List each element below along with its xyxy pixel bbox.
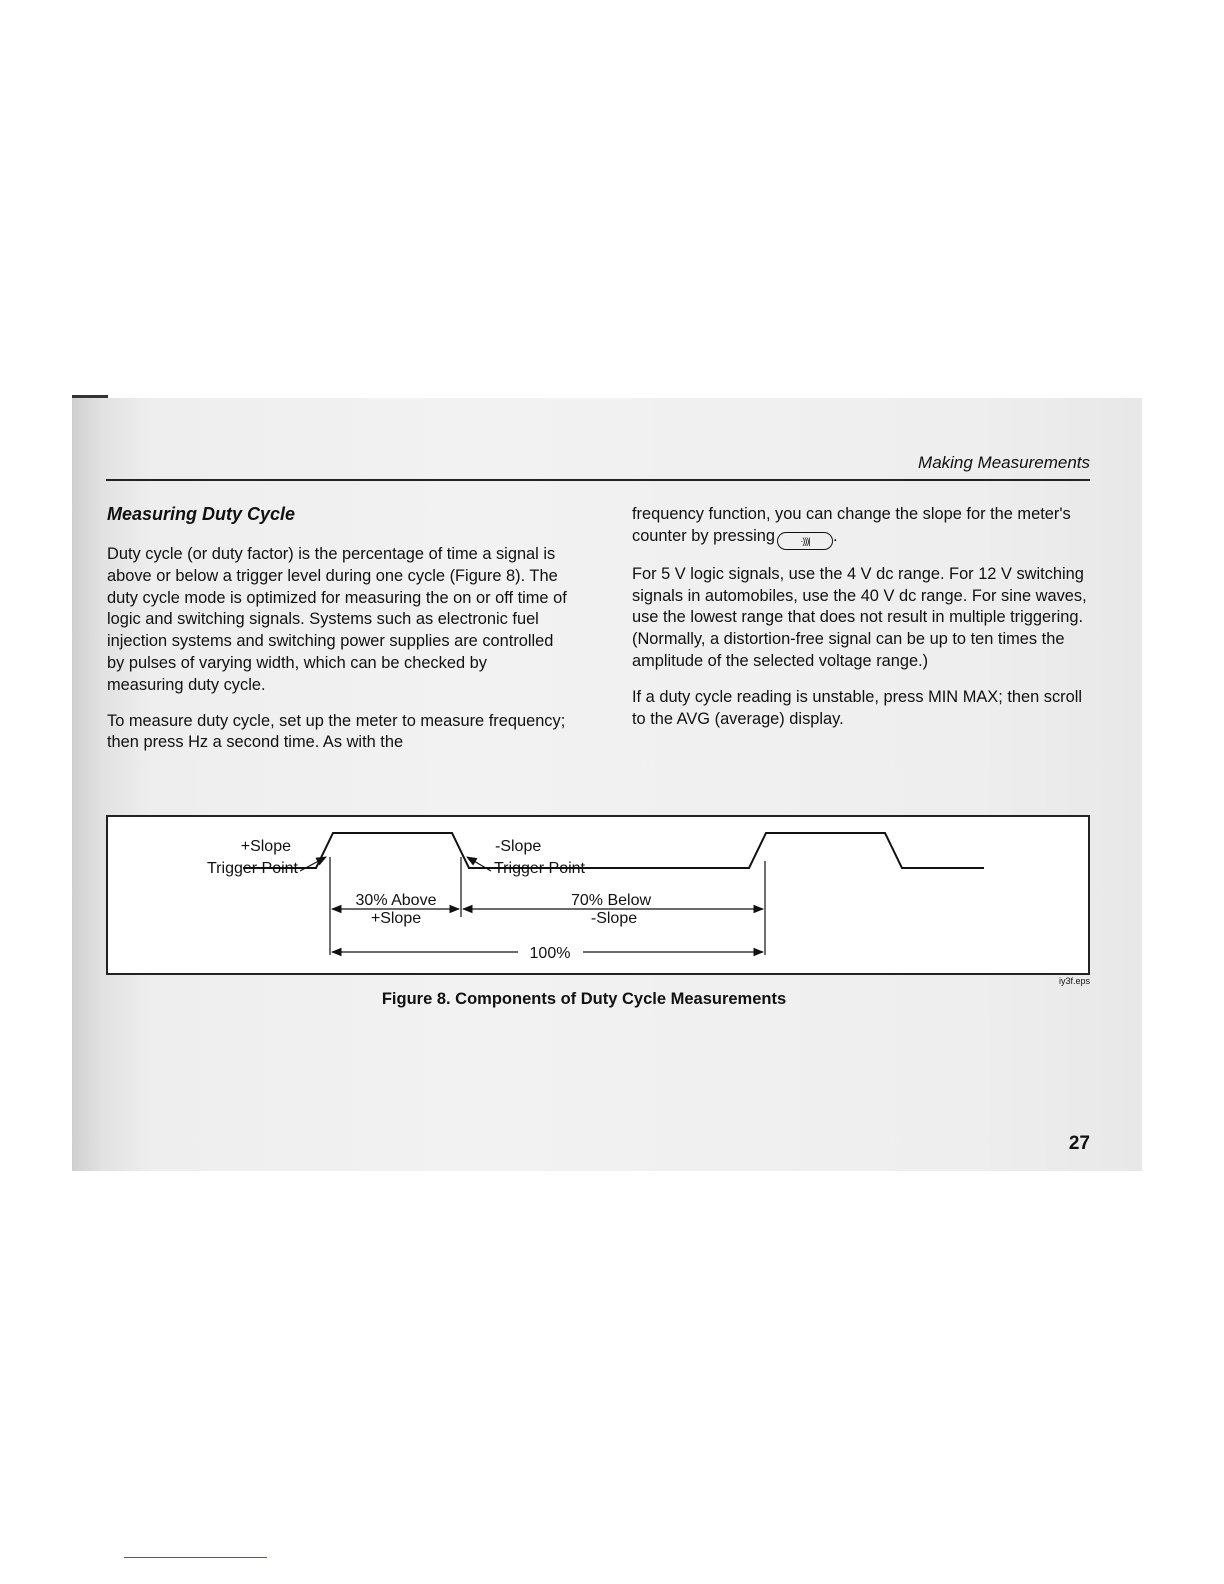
neg-trigger-label: Trigger Point bbox=[494, 860, 585, 877]
figure-file-name: iy3f.eps bbox=[1058, 976, 1090, 986]
figure-box bbox=[106, 815, 1090, 975]
section-title: Measuring Duty Cycle bbox=[107, 504, 296, 524]
above-label-1: 30% Above bbox=[355, 892, 437, 909]
footer-link-line bbox=[124, 1557, 267, 1558]
full-period-label: 100% bbox=[529, 945, 571, 962]
paragraph: If a duty cycle reading is unstable, press MIN MAX; then scroll to the AVG (average) display. bbox=[632, 687, 1083, 728]
pulse-waveform bbox=[240, 833, 984, 868]
neg-slope-label: -Slope bbox=[495, 838, 542, 855]
page-number: 27 bbox=[1068, 1133, 1090, 1154]
beeper-key-icon: ·)))| bbox=[777, 532, 833, 550]
header-rule bbox=[106, 479, 1090, 481]
below-label-2: -Slope bbox=[590, 910, 638, 927]
running-head: Making Measurements bbox=[918, 453, 1090, 472]
manual-page bbox=[72, 398, 1142, 1171]
paragraph-text: frequency function, you can change the slope for the meter's counter by pressing bbox=[632, 505, 1071, 545]
paragraph: For 5 V logic signals, use the 4 V dc range. For 12 V switching signals in automobiles, use the 40 V dc range. For sine waves, use the lowest range that does not result in multiple triggering. (Normally, a distortion-free signal can be up to ten times the amplitude of the selected voltage range.) bbox=[632, 564, 1087, 670]
paragraph: Duty cycle (or duty factor) is the percentage of time a signal is above or below a trigger level during one cycle (Figure 8). The duty cycle mode is optimized for measuring the on or off time of logic and switching signals. Systems such as electronic fuel injection systems and switching power supplies are controlled by pulses of varying width, which can be checked by measuring duty cycle. bbox=[107, 545, 567, 694]
paragraph bbox=[632, 504, 1092, 550]
paragraph: To measure duty cycle, set up the meter to measure frequency; then press Hz a second time. As with the bbox=[107, 711, 566, 752]
pos-slope-label: +Slope bbox=[240, 838, 291, 855]
pos-trigger-label: Trigger Point bbox=[207, 860, 298, 877]
left-column bbox=[107, 502, 567, 768]
duty-cycle-diagram bbox=[108, 817, 1088, 973]
below-label-1: 70% Below bbox=[570, 892, 652, 909]
above-label-2: +Slope bbox=[370, 910, 422, 927]
paragraph-text-end: . bbox=[833, 526, 838, 545]
right-column bbox=[632, 504, 1092, 744]
figure-caption: Figure 8. Components of Duty Cycle Measurements bbox=[381, 990, 787, 1008]
